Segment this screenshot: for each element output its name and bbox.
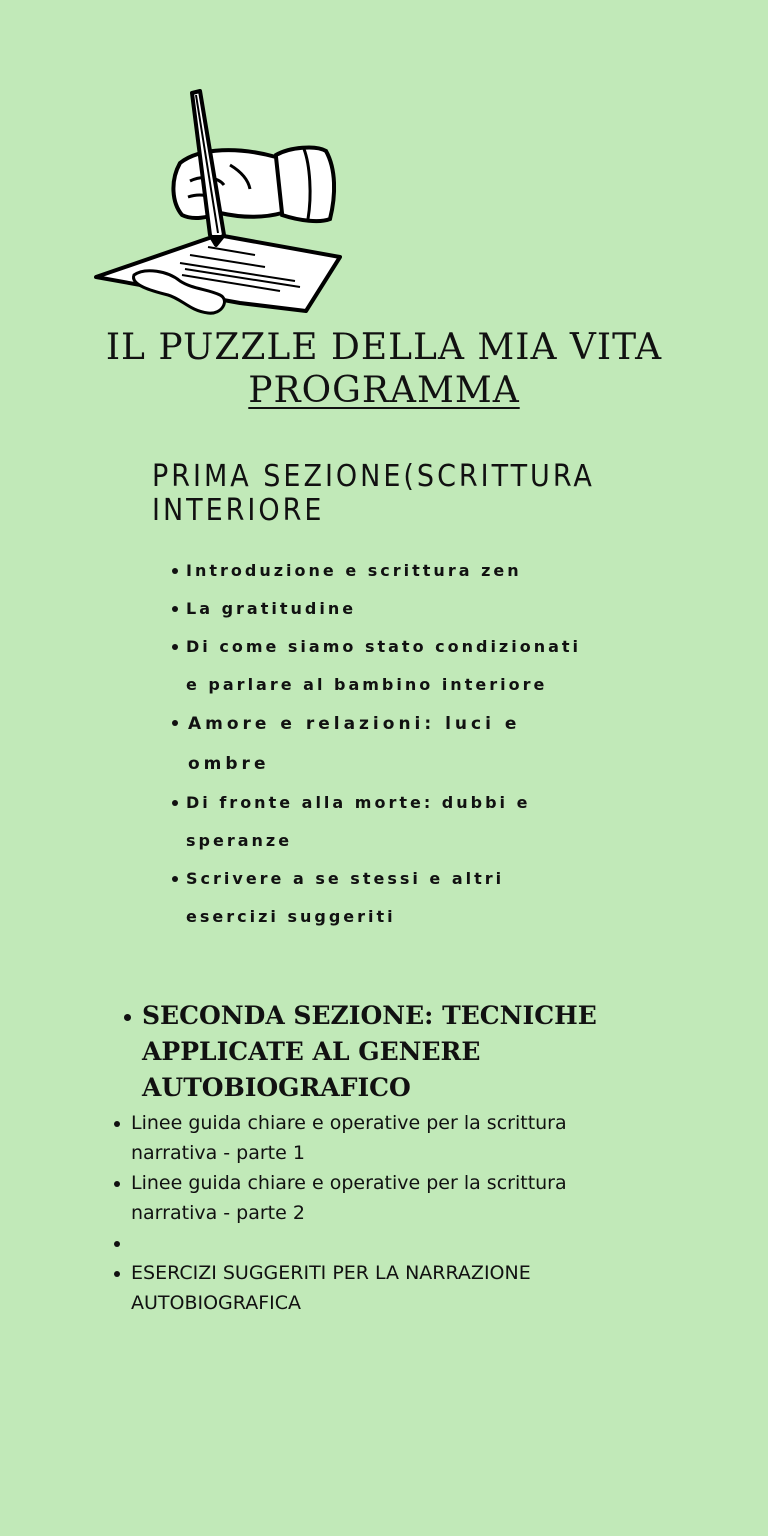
list-item: ESERCIZI SUGGERITI PER LA NARRAZIONE AUTOBIOGRAFICA [112, 1258, 652, 1318]
section2-heading: SECONDA SEZIONE: TECNICHE APPLICATE AL GENERE AUTOBIOGRAFICO [120, 998, 640, 1106]
section1-list [172, 552, 592, 936]
section1-heading-line2: INTERIORE [152, 493, 325, 528]
page-subtitle: PROGRAMMA [248, 370, 520, 411]
list-item [112, 1228, 652, 1258]
page-title: IL PUZZLE DELLA MIA VITA [105, 327, 663, 368]
section2-heading-list [120, 998, 640, 1106]
section1-heading-line1: PRIMA SEZIONE(SCRITTURA [152, 459, 595, 494]
list-item: Di fronte alla morte: dubbi e speranze [172, 784, 592, 860]
section1-heading [152, 460, 612, 528]
list-item: Introduzione e scrittura zen [172, 552, 592, 590]
list-item: Di come siamo stato condizionati e parlare al bambino interiore [172, 628, 592, 704]
list-item: Amore e relazioni: luci e ombre [172, 704, 592, 784]
hand-writing-with-pen-icon [90, 85, 350, 325]
list-item: Linee guida chiare e operative per la scrittura narrativa - parte 2 [112, 1168, 652, 1228]
section2-list [112, 1108, 652, 1318]
list-item: La gratitudine [172, 590, 592, 628]
list-item: Scrivere a se stessi e altri esercizi suggeriti [172, 860, 592, 936]
list-item: Linee guida chiare e operative per la scrittura narrativa - parte 1 [112, 1108, 652, 1168]
